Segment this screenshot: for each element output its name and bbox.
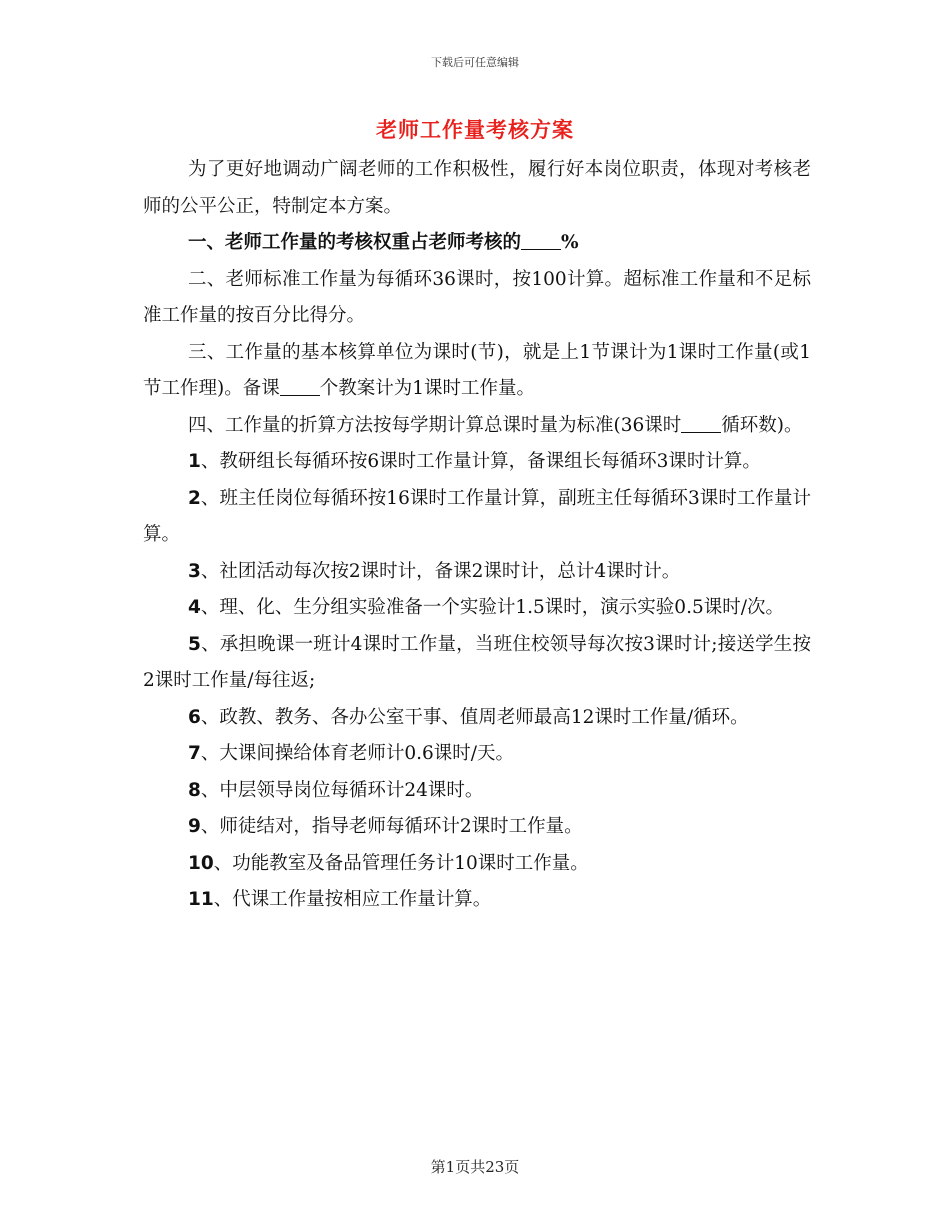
item-number: 7 (188, 743, 201, 764)
section-3-text: 三、工作量的基本核算单位为课时(节)，就是上1节课计为1课时工作量(或1节工作理)。备课 (143, 341, 811, 399)
item-number: 2 (188, 487, 201, 509)
item-text: 、社团活动每次按2课时计，备课2课时计，总计4课时计。 (200, 560, 681, 582)
item-number: 10 (188, 852, 214, 874)
list-item (143, 773, 811, 810)
header-note: 下载后可任意编辑 (431, 56, 519, 69)
list-item (143, 882, 811, 919)
list-item (143, 809, 811, 846)
fill-blank (521, 231, 561, 251)
list-item (143, 444, 811, 481)
item-text: 、承担晚课一班计4课时工作量，当班住校领导每次按3课时计;接送学生按2课时工作量/每往返; (143, 633, 811, 691)
list-item (143, 627, 811, 700)
fill-blank (681, 413, 721, 433)
item-number: 6 (188, 706, 201, 728)
list-item (143, 736, 811, 773)
section-3-paragraph (143, 335, 811, 408)
item-text: 、班主任岗位每循环按16课时工作量计算，副班主任每循环3课时工作量计算。 (143, 487, 811, 545)
section-1-suffix: % (561, 232, 579, 253)
item-text: 、代课工作量按相应工作量计算。 (213, 889, 492, 910)
document-body (143, 152, 811, 919)
item-text: 、政教、教务、各办公室干事、值周老师最高12课时工作量/循环。 (200, 706, 749, 728)
item-number: 4 (188, 597, 201, 618)
item-number: 5 (188, 633, 201, 655)
intro-paragraph: 为了更好地调动广阔老师的工作积极性，履行好本岗位职责，体现对考核老师的公平公正，特制定本方案。 (143, 159, 811, 217)
fill-blank (280, 377, 320, 397)
section-1-paragraph (143, 225, 811, 262)
item-number: 8 (188, 779, 201, 801)
item-text: 、师徒结对，指导老师每循环计2课时工作量。 (200, 816, 583, 837)
item-number: 11 (188, 889, 214, 910)
item-number: 9 (188, 816, 201, 837)
section-4-paragraph (143, 408, 811, 445)
page-footer: 第1页共23页 (430, 1158, 520, 1176)
list-item (143, 481, 811, 554)
document-title: 老师工作量考核方案 (376, 117, 574, 142)
item-number: 3 (188, 560, 201, 582)
section-3-suffix: 个教案计为1课时工作量。 (319, 378, 535, 399)
section-4-suffix: 循环数)。 (721, 414, 803, 436)
section-2-paragraph: 二、老师标准工作量为每循环36课时，按100计算。超标准工作量和不足标准工作量的按百分比得分。 (143, 268, 811, 326)
item-text: 、功能教室及备品管理任务计10课时工作量。 (213, 852, 589, 874)
section-1-text: 一、老师工作量的考核权重占老师考核的 (188, 232, 522, 253)
item-text: 、教研组长每循环按6课时工作量计算，备课组长每循环3课时计算。 (200, 451, 761, 472)
list-item (143, 554, 811, 591)
list-item (143, 846, 811, 883)
list-item (143, 590, 811, 627)
item-text: 、大课间操给体育老师计0.6课时/天。 (200, 743, 515, 764)
list-item (143, 700, 811, 737)
item-number: 1 (188, 451, 201, 472)
section-4-text: 四、工作量的折算方法按每学期计算总课时量为标准(36课时 (188, 414, 682, 436)
item-text: 、中层领导岗位每循环计24课时。 (200, 779, 484, 801)
item-text: 、理、化、生分组实验准备一个实验计1.5课时，演示实验0.5课时/次。 (200, 597, 784, 618)
